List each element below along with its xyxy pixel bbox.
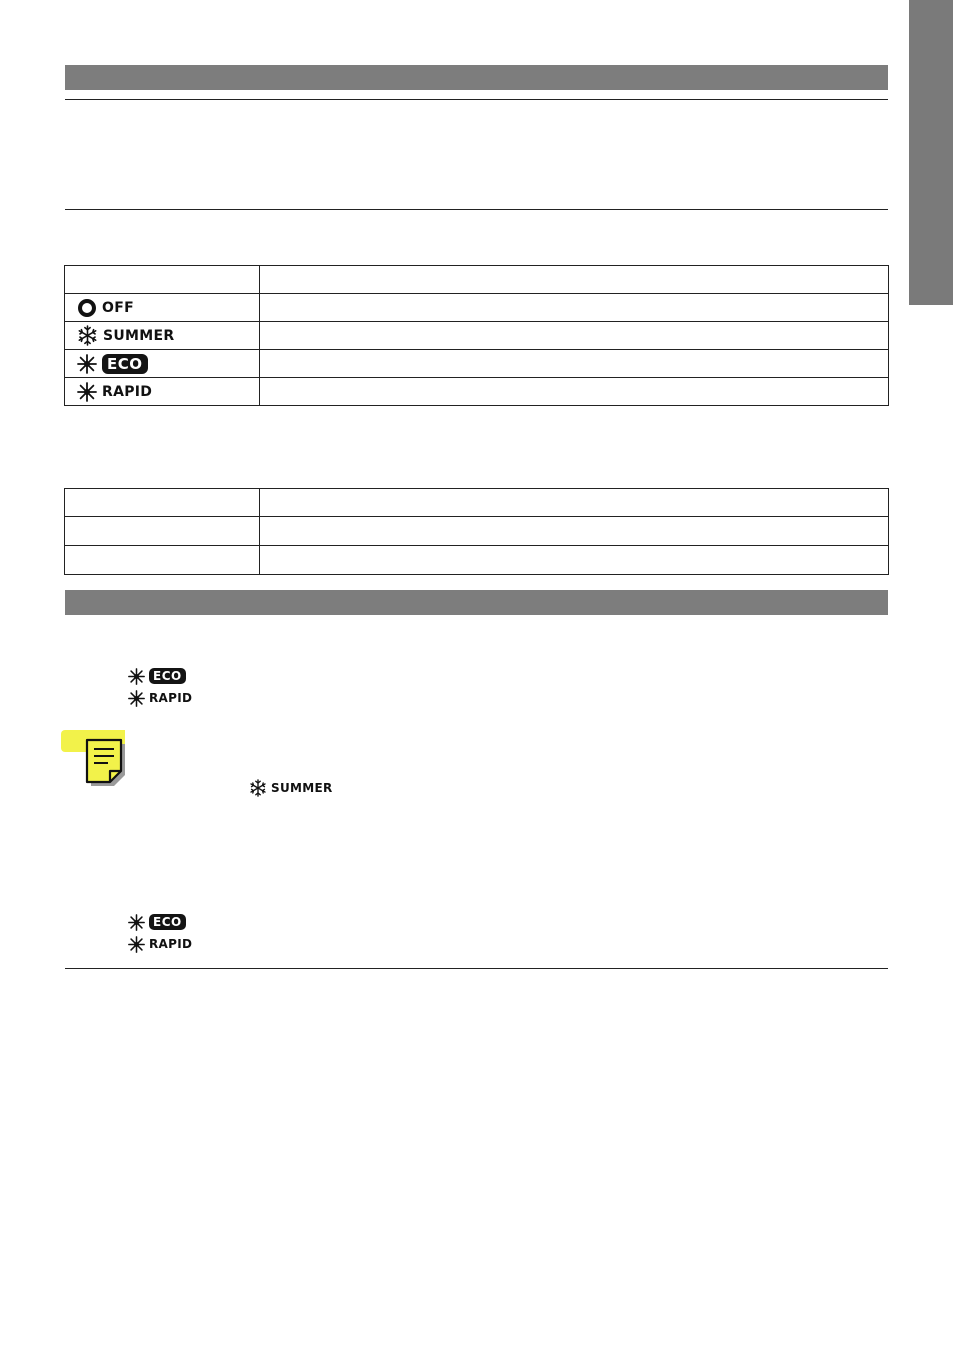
- divider: [65, 209, 888, 210]
- section-header-bar: [65, 590, 888, 615]
- list-item: ECO: [128, 665, 192, 687]
- table-row: [65, 294, 889, 322]
- sun-icon: [128, 690, 145, 707]
- mode-list: [128, 665, 192, 709]
- sun-icon: [77, 382, 97, 402]
- table-row: [65, 350, 889, 378]
- snowflake-icon: [249, 779, 267, 797]
- sun-icon: [128, 936, 145, 953]
- table-row: [65, 266, 889, 294]
- sun-icon: [128, 914, 145, 931]
- table-row: [65, 378, 889, 406]
- sun-icon: [128, 668, 145, 685]
- snowflake-icon: [77, 325, 98, 346]
- mode-rapid: RAPID: [77, 382, 259, 402]
- note-icon: [84, 737, 128, 792]
- mode-table: [64, 265, 889, 406]
- list-item: RAPID: [128, 687, 192, 709]
- list-item: RAPID: [128, 933, 192, 955]
- mode-eco: ECO: [77, 354, 259, 374]
- ring-icon: [77, 298, 97, 318]
- note-summer-inline: SUMMER: [249, 778, 333, 798]
- mode-off: OFF: [77, 298, 259, 318]
- list-item: ECO: [128, 911, 192, 933]
- table-row: [65, 322, 889, 350]
- mode-list: [128, 911, 192, 955]
- divider: [65, 99, 888, 100]
- table-row: [65, 489, 889, 517]
- section-header-bar: [65, 65, 888, 90]
- table-row: [65, 517, 889, 546]
- sun-icon: [77, 354, 97, 374]
- blank-table: [64, 488, 889, 575]
- divider: [65, 968, 888, 969]
- table-row: [65, 546, 889, 575]
- side-tab: [909, 0, 953, 305]
- mode-summer: SUMMER: [77, 325, 259, 346]
